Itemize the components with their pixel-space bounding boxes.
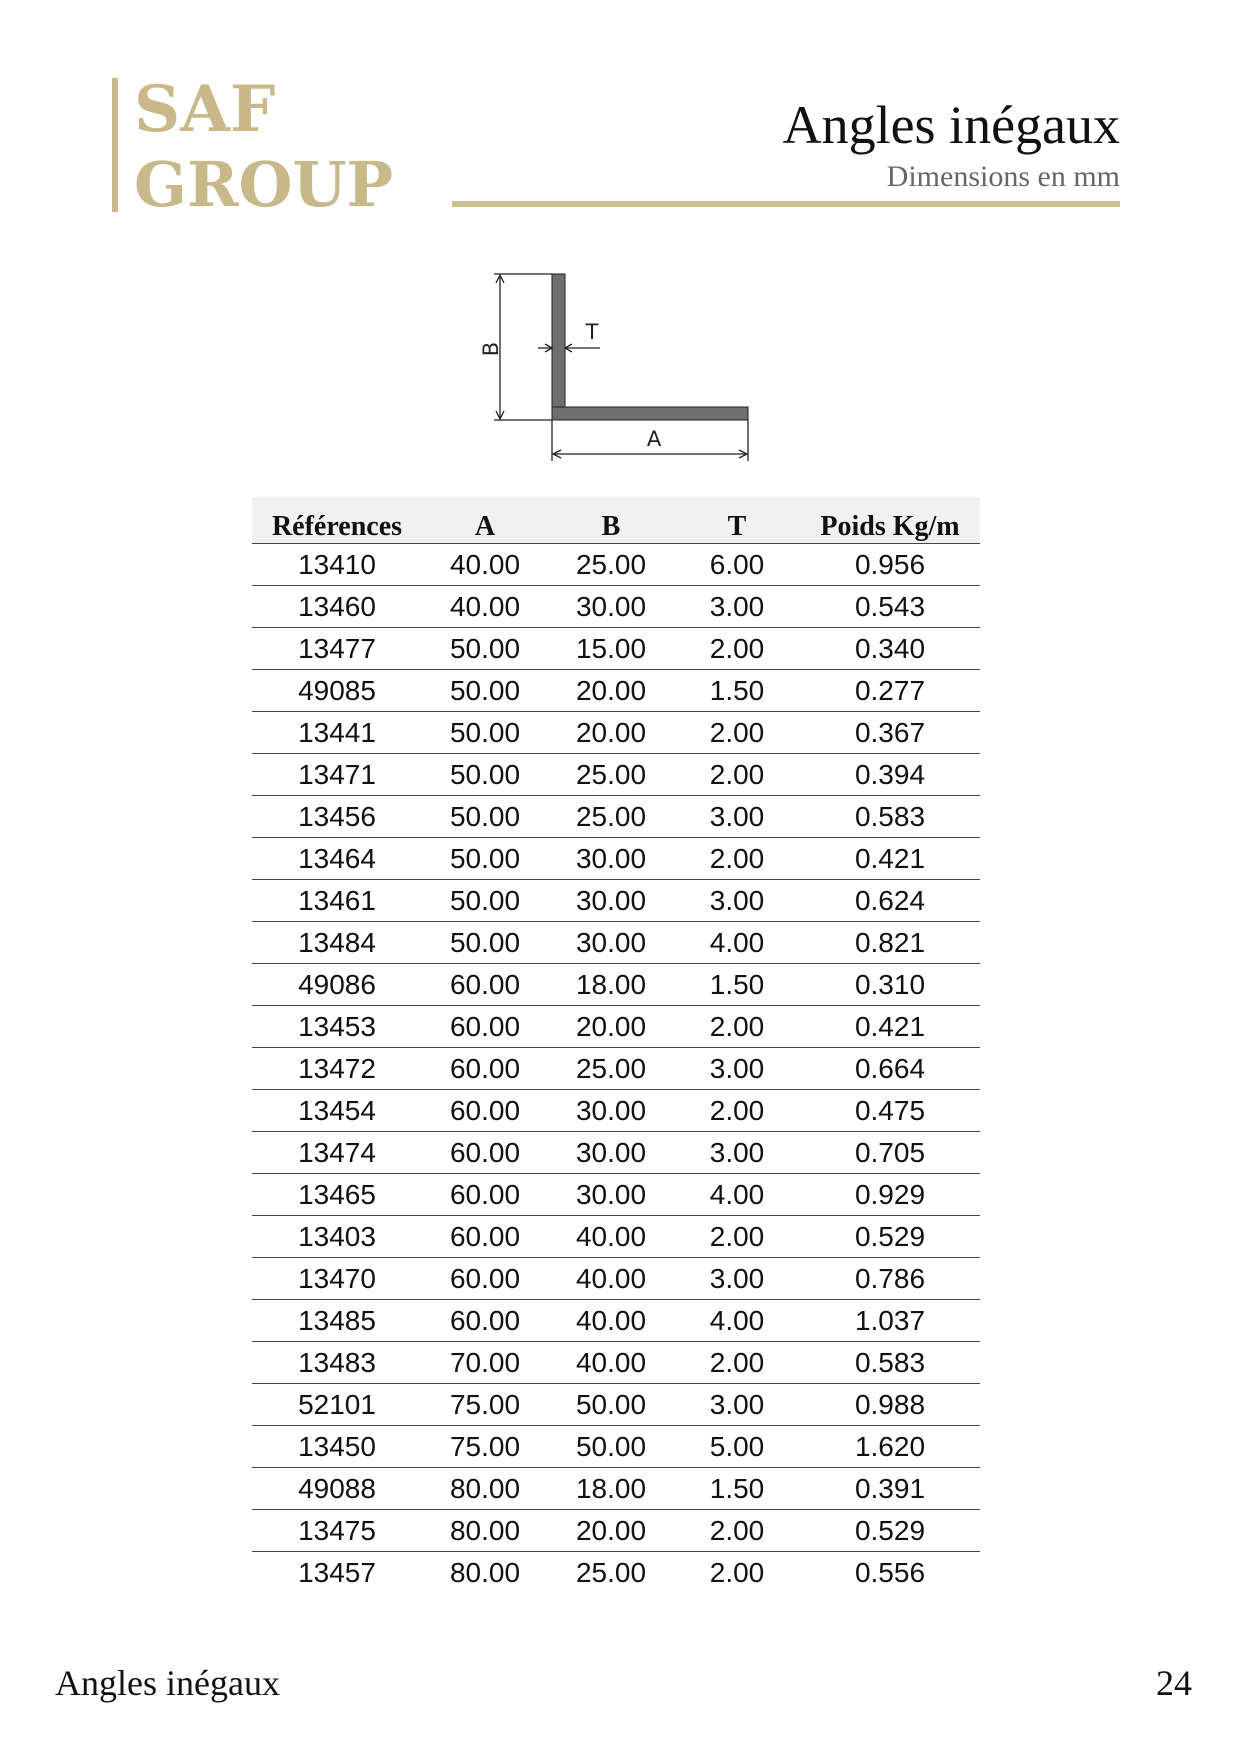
table-row — [252, 964, 980, 1006]
cell-a: 80.00 — [422, 1510, 548, 1552]
cell-t: 6.00 — [674, 544, 800, 586]
angle-profile-shape — [552, 274, 748, 420]
cell-t: 5.00 — [674, 1426, 800, 1468]
logo-bar — [112, 78, 118, 212]
cell-b: 30.00 — [548, 838, 674, 880]
cell-a: 60.00 — [422, 1132, 548, 1174]
page-title: Angles inégaux — [782, 95, 1120, 155]
cell-t: 1.50 — [674, 1468, 800, 1510]
cell-b: 18.00 — [548, 1468, 674, 1510]
cell-t: 2.00 — [674, 1216, 800, 1258]
table-row — [252, 628, 980, 670]
cell-a: 50.00 — [422, 670, 548, 712]
cell-b: 18.00 — [548, 964, 674, 1006]
cell-weight: 0.786 — [800, 1258, 980, 1300]
table-row — [252, 1258, 980, 1300]
cell-weight: 0.988 — [800, 1384, 980, 1426]
cell-reference: 13483 — [252, 1342, 422, 1384]
cell-t: 3.00 — [674, 1132, 800, 1174]
cell-reference: 13461 — [252, 880, 422, 922]
cell-reference: 13460 — [252, 586, 422, 628]
cell-t: 2.00 — [674, 628, 800, 670]
cell-reference: 13464 — [252, 838, 422, 880]
column-header-b: B — [548, 497, 674, 544]
cell-b: 30.00 — [548, 1132, 674, 1174]
table-body — [252, 544, 980, 1594]
cell-t: 4.00 — [674, 922, 800, 964]
cell-t: 3.00 — [674, 1258, 800, 1300]
cell-a: 50.00 — [422, 796, 548, 838]
cell-b: 25.00 — [548, 754, 674, 796]
cell-weight: 0.529 — [800, 1510, 980, 1552]
cell-weight: 0.583 — [800, 796, 980, 838]
cell-a: 80.00 — [449, 1556, 521, 1588]
cell-t: 4.00 — [674, 1300, 800, 1342]
cell-a: 75.00 — [422, 1426, 548, 1468]
cell-weight: 1.620 — [800, 1426, 980, 1468]
cell-weight: 0.475 — [800, 1090, 980, 1132]
cell-b: 30.00 — [548, 922, 674, 964]
cell-reference: 13403 — [252, 1216, 422, 1258]
cell-t: 2.00 — [674, 754, 800, 796]
table-row — [252, 1090, 980, 1132]
cell-reference: 13456 — [252, 796, 422, 838]
cell-b: 20.00 — [548, 712, 674, 754]
table-row — [252, 1174, 980, 1216]
cell-weight: 1.037 — [800, 1300, 980, 1342]
dimension-b-label: B — [479, 341, 503, 357]
title-underline — [452, 201, 1120, 207]
table-row — [252, 1132, 980, 1174]
cell-t: 1.50 — [674, 670, 800, 712]
cell-reference: 49085 — [252, 670, 422, 712]
table-row — [252, 1216, 980, 1258]
dimension-t-line — [538, 344, 600, 352]
cell-weight: 0.421 — [800, 1006, 980, 1048]
cell-b: 15.00 — [548, 628, 674, 670]
cell-weight: 0.529 — [800, 1216, 980, 1258]
cell-reference: 13471 — [252, 754, 422, 796]
table-row — [252, 712, 980, 754]
cell-weight: 0.956 — [800, 544, 980, 586]
cell-reference: 49088 — [252, 1468, 422, 1510]
logo-text-line1: SAF — [134, 72, 276, 147]
column-header-references: Références — [252, 497, 422, 544]
cell-b: 25.00 — [548, 796, 674, 838]
cell-a: 75.00 — [422, 1384, 548, 1426]
cell-weight: 0.664 — [800, 1048, 980, 1090]
cell-weight: 0.394 — [800, 754, 980, 796]
table-row — [252, 1342, 980, 1384]
cell-weight: 0.367 — [800, 712, 980, 754]
cell-b: 30.00 — [548, 586, 674, 628]
table-row — [252, 1552, 980, 1594]
cell-reference: 13453 — [252, 1006, 422, 1048]
table-row — [252, 1426, 980, 1468]
table-row — [252, 1384, 980, 1426]
cell-t: 2.00 — [674, 1510, 800, 1552]
cell-a: 60.00 — [422, 1090, 548, 1132]
cell-t: 2.00 — [674, 838, 800, 880]
cell-b: 40.00 — [548, 1258, 674, 1300]
cell-weight: 0.705 — [800, 1132, 980, 1174]
cell-reference: 13450 — [252, 1426, 422, 1468]
cell-a: 50.00 — [422, 712, 548, 754]
cell-weight: 0.340 — [800, 628, 980, 670]
table-row — [252, 1510, 980, 1552]
cell-a: 50.00 — [422, 922, 548, 964]
table-row — [252, 796, 980, 838]
cell-a: 50.00 — [422, 838, 548, 880]
cell-t: 2.00 — [674, 712, 800, 754]
column-header-weight: Poids Kg/m — [800, 497, 980, 544]
cell-a: 60.00 — [422, 1216, 548, 1258]
cell-reference: 13485 — [252, 1300, 422, 1342]
cell-reference: 52101 — [252, 1384, 422, 1426]
cell-b: 50.00 — [548, 1384, 674, 1426]
cell-b: 40.00 — [548, 1300, 674, 1342]
cell-weight: 0.421 — [800, 838, 980, 880]
page-subtitle: Dimensions en mm — [886, 160, 1120, 193]
cell-reference: 13474 — [252, 1132, 422, 1174]
table-row — [252, 838, 980, 880]
cell-b: 25.00 — [575, 1556, 647, 1588]
cell-b: 20.00 — [548, 670, 674, 712]
cell-weight: 0.929 — [800, 1174, 980, 1216]
cell-b: 40.00 — [548, 1216, 674, 1258]
cell-a: 50.00 — [422, 880, 548, 922]
cell-a: 50.00 — [422, 628, 548, 670]
cell-weight: 0.310 — [800, 964, 980, 1006]
cell-t: 3.00 — [674, 880, 800, 922]
cell-weight: 0.391 — [800, 1468, 980, 1510]
cell-t: 3.00 — [674, 1048, 800, 1090]
cell-reference: 13441 — [252, 712, 422, 754]
cell-reference: 13410 — [252, 544, 422, 586]
cell-t: 2.00 — [674, 1006, 800, 1048]
cell-a: 60.00 — [422, 1300, 548, 1342]
cell-reference: 13472 — [252, 1048, 422, 1090]
table-row — [252, 1300, 980, 1342]
dimension-t-label: T — [585, 320, 599, 344]
table-row — [252, 670, 980, 712]
cell-t: 2.00 — [674, 1090, 800, 1132]
cell-t: 4.00 — [674, 1174, 800, 1216]
cell-b: 30.00 — [548, 880, 674, 922]
cell-a: 40.00 — [422, 544, 548, 586]
cell-t: 2.00 — [674, 1342, 800, 1384]
footer-section-name: Angles inégaux — [55, 1663, 280, 1703]
cell-weight: 0.583 — [800, 1342, 980, 1384]
cell-reference: 49086 — [252, 964, 422, 1006]
table-row — [252, 544, 980, 586]
cell-weight: 0.821 — [800, 922, 980, 964]
cell-a: 70.00 — [422, 1342, 548, 1384]
table-header-row — [252, 497, 980, 544]
cell-b: 50.00 — [548, 1426, 674, 1468]
cell-t: 3.00 — [674, 1384, 800, 1426]
column-header-t: T — [674, 497, 800, 544]
cell-a: 60.00 — [422, 1006, 548, 1048]
cell-reference: 13484 — [252, 922, 422, 964]
cell-a: 50.00 — [422, 754, 548, 796]
cell-b: 25.00 — [548, 1048, 674, 1090]
table-row — [252, 880, 980, 922]
cell-a: 60.00 — [422, 964, 548, 1006]
cell-a: 40.00 — [422, 586, 548, 628]
cell-a: 60.00 — [422, 1258, 548, 1300]
cell-b: 30.00 — [548, 1090, 674, 1132]
cell-b: 20.00 — [548, 1510, 674, 1552]
cell-a: 60.00 — [422, 1048, 548, 1090]
cell-a: 60.00 — [422, 1174, 548, 1216]
table-row — [252, 1006, 980, 1048]
cell-weight: 0.277 — [800, 670, 980, 712]
cell-b: 40.00 — [548, 1342, 674, 1384]
table-row — [252, 1468, 980, 1510]
cell-reference: 13457 — [298, 1556, 376, 1588]
cell-t: 2.00 — [709, 1556, 765, 1588]
column-header-a: A — [422, 497, 548, 544]
cell-a: 80.00 — [422, 1468, 548, 1510]
cell-reference: 13465 — [252, 1174, 422, 1216]
cell-weight: 0.543 — [800, 586, 980, 628]
cell-t: 1.50 — [674, 964, 800, 1006]
cell-reference: 13470 — [252, 1258, 422, 1300]
cell-reference: 13475 — [252, 1510, 422, 1552]
cell-weight: 0.556 — [854, 1556, 926, 1588]
table-row — [252, 1048, 980, 1090]
logo-text-line2: GROUP — [134, 148, 394, 221]
cell-weight: 0.624 — [800, 880, 980, 922]
table-row — [252, 754, 980, 796]
cell-b: 20.00 — [548, 1006, 674, 1048]
table-row — [252, 922, 980, 964]
cell-b: 30.00 — [548, 1174, 674, 1216]
cell-reference: 13454 — [252, 1090, 422, 1132]
angle-profile-diagram — [470, 265, 770, 475]
dimension-a-label: A — [646, 427, 662, 451]
cell-t: 3.00 — [674, 796, 800, 838]
dimensions-table — [252, 497, 980, 1593]
cell-b: 25.00 — [548, 544, 674, 586]
cell-reference: 13477 — [252, 628, 422, 670]
page-number: 24 — [1156, 1663, 1192, 1703]
cell-t: 3.00 — [674, 586, 800, 628]
table-row — [252, 586, 980, 628]
